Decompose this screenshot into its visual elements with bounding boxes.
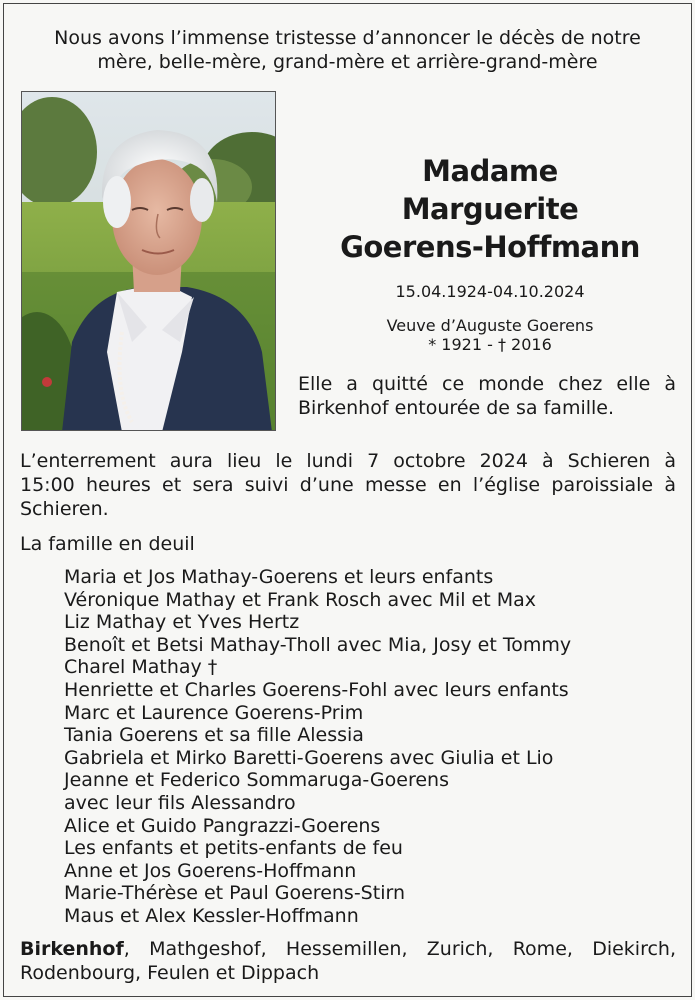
list-item: Jeanne et Federico Sommaruga-Goerens	[64, 769, 449, 792]
passing-text	[298, 372, 676, 420]
deceased-first-name: Marguerite	[401, 192, 579, 226]
list-item: Benoît et Betsi Mathay-Tholl avec Mia, Josy et Tommy	[64, 633, 572, 656]
widow-of: Veuve d’Auguste Goerens	[386, 316, 594, 335]
list-item: Tania Goerens et sa fille Alessia	[64, 724, 364, 747]
passing-line-2: Birkenhof entourée de sa famille.	[298, 397, 615, 419]
list-item: Marie-Thérèse et Paul Goerens-Stirn	[64, 882, 405, 905]
list-item: Véronique Mathay et Frank Rosch avec Mil et Max	[64, 588, 537, 611]
deceased-last-name: Goerens-Hoffmann	[340, 230, 640, 264]
funeral-text	[20, 449, 676, 521]
funeral-line-3: Schieren.	[20, 498, 109, 520]
spouse-dates: * 1921 - † 2016	[428, 335, 552, 354]
list-item: Marc et Laurence Goerens-Prim	[64, 701, 364, 724]
list-item: Alice et Guido Pangrazzi-Goerens	[64, 814, 381, 837]
passing-line-1: Elle a quitté ce monde chez elle à	[298, 373, 676, 395]
list-item: Charel Mathay †	[64, 656, 218, 679]
intro-line-2: mère, belle-mère, grand-mère et arrière-grand-mère	[97, 51, 598, 73]
places-rest: , Mathgeshof, Hessemillen, Zurich, Rome, Diekirch,	[123, 938, 676, 960]
list-item: Anne et Jos Goerens-Hoffmann	[64, 859, 357, 882]
portrait-photo-icon	[22, 92, 276, 431]
deceased-title: Madame	[422, 154, 558, 188]
list-item: Les enfants et petits-enfants de feu	[64, 837, 403, 860]
places-text	[20, 937, 676, 985]
places-line-2: Rodenbourg, Feulen et Dippach	[20, 962, 320, 984]
funeral-line-2: 15:00 heures et sera suivi d’une messe en l’église paroissiale à	[20, 474, 676, 496]
family-heading: La famille en deuil	[20, 533, 195, 555]
funeral-line-1: L’enterrement aura lieu le lundi 7 octobre 2024 à Schieren à	[20, 450, 676, 472]
places-line-1	[20, 937, 676, 961]
places-bold: Birkenhof	[20, 938, 124, 960]
family-members-list	[64, 566, 684, 928]
list-item: avec leur fils Alessandro	[64, 791, 296, 814]
list-item: Maria et Jos Mathay-Goerens et leurs enfants	[64, 566, 494, 588]
intro-line-1: Nous avons l’immense tristesse d’annoncer le décès de notre	[54, 27, 641, 49]
intro-text	[10, 26, 685, 74]
portrait-photo	[21, 91, 276, 431]
deceased-name-block	[290, 152, 690, 354]
list-item: Maus et Alex Kessler-Hoffmann	[64, 904, 359, 927]
list-item: Gabriela et Mirko Baretti-Goerens avec Giulia et Lio	[64, 746, 554, 769]
list-item: Liz Mathay et Yves Hertz	[64, 611, 300, 634]
deceased-dates: 15.04.1924-04.10.2024	[395, 282, 585, 301]
list-item: Henriette et Charles Goerens-Fohl avec leurs enfants	[64, 678, 569, 701]
